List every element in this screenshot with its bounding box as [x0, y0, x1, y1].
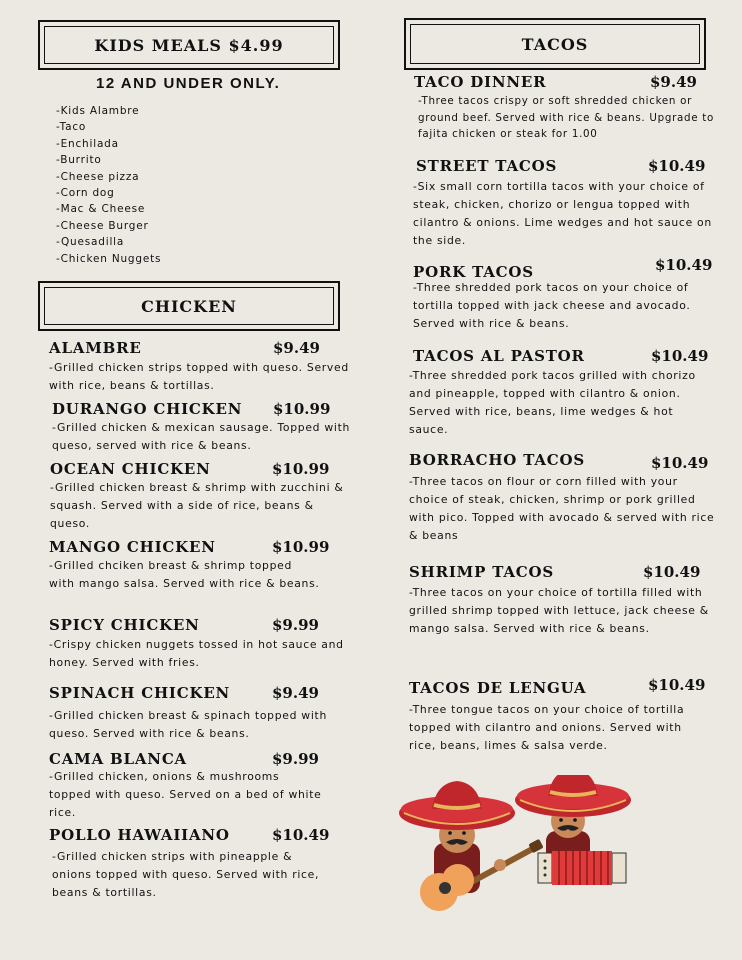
- item-price: $9.49: [273, 339, 320, 357]
- item-description: -Three tacos crispy or soft shredded chicken or ground beef. Served with rice & beans. Upgrade to fajita chicken or steak for 1.00: [418, 95, 715, 140]
- list-item: -Mac & Cheese: [56, 203, 146, 216]
- item-description: -Grilled chicken & mexican sausage. Topped with queso, served with rice & beans.: [52, 421, 351, 452]
- item-price: $10.99: [272, 460, 330, 478]
- kids-age-note: 12 AND UNDER ONLY.: [96, 75, 281, 92]
- item-name: POLLO HAWAIIANO: [49, 826, 230, 844]
- item-name: BORRACHO TACOS: [409, 451, 586, 469]
- item-name: TACOS DE LENGUA: [409, 679, 587, 697]
- kids-meals-list: [56, 103, 161, 267]
- kids-meals-title: KIDS MEALS $4.99: [44, 26, 334, 64]
- item-description: -Three shredded pork tacos on your choice of tortilla topped with jack cheese and avocado. Served with rice & beans.: [413, 281, 691, 330]
- list-item: -Quesadilla: [56, 236, 125, 249]
- item-description: -Three tacos on your choice of tortilla filled with grilled shrimp topped with lettuce, jack cheese & mango salsa. Served with rice & beans.: [409, 586, 709, 635]
- item-description: -Grilled chicken strips topped with queso. Served with rice, beans & tortillas.: [49, 361, 349, 392]
- item-description: -Grilled chicken strips with pineapple & onions topped with queso. Served with rice, beans & tortillas.: [52, 850, 320, 899]
- item-name: STREET TACOS: [416, 157, 558, 175]
- item-description: -Grilled chciken breast & shrimp topped with mango salsa. Served with rice & beans.: [49, 559, 320, 590]
- item-price: $10.49: [651, 454, 709, 472]
- list-item: -Cheese Burger: [56, 219, 149, 232]
- kids-meals-header: [38, 20, 340, 70]
- mariachi-musicians-icon: [396, 775, 646, 925]
- item-name: SPINACH CHICKEN: [49, 684, 231, 702]
- item-description: -Grilled chicken, onions & mushrooms topped with queso. Served on a bed of white rice.: [49, 770, 322, 819]
- item-name: DURANGO CHICKEN: [52, 400, 243, 418]
- list-item: -Burrito: [56, 154, 102, 167]
- list-item: -Enchilada: [56, 137, 119, 150]
- item-description: -Grilled chicken breast & spinach topped with queso. Served with rice & beans.: [49, 709, 328, 740]
- item-name: SHRIMP TACOS: [409, 563, 555, 581]
- tacos-header: [404, 18, 706, 70]
- list-item: -Cheese pizza: [56, 170, 140, 183]
- item-price: $10.99: [273, 400, 331, 418]
- item-name: OCEAN CHICKEN: [50, 460, 211, 478]
- tacos-title: TACOS: [410, 24, 700, 64]
- item-name: TACO DINNER: [414, 73, 547, 91]
- list-item: -Chicken Nuggets: [56, 252, 162, 265]
- item-price: $9.49: [272, 684, 319, 702]
- item-description: -Grilled chicken breast & shrimp with zucchini & squash. Served with a side of rice, beans & queso.: [50, 481, 344, 530]
- item-price: $10.49: [655, 256, 713, 274]
- item-description: -Three tongue tacos on your choice of tortilla topped with cilantro and onions. Served with rice, beans, limes & salsa verde.: [409, 703, 685, 752]
- item-name: SPICY CHICKEN: [49, 616, 200, 634]
- item-price: $10.49: [272, 826, 330, 844]
- item-price: $10.99: [272, 538, 330, 556]
- item-price: $10.49: [643, 563, 701, 581]
- item-name: PORK TACOS: [413, 263, 534, 281]
- item-description: -Three shredded pork tacos grilled with chorizo and pineapple, topped with cilantro & onion. Served with rice, beans, lime wedges & hot sauce.: [409, 369, 696, 436]
- item-name: TACOS AL PASTOR: [413, 347, 585, 365]
- item-description: -Crispy chicken nuggets tossed in hot sauce and honey. Served with fries.: [49, 638, 344, 669]
- item-price: $9.49: [650, 73, 697, 91]
- item-price: $9.99: [272, 750, 319, 768]
- item-price: $10.49: [648, 676, 706, 694]
- list-item: -Corn dog: [56, 187, 115, 200]
- item-price: $9.99: [272, 616, 319, 634]
- chicken-title: CHICKEN: [44, 287, 334, 325]
- item-name: MANGO CHICKEN: [49, 538, 216, 556]
- item-name: CAMA BLANCA: [49, 750, 187, 768]
- list-item: -Kids Alambre: [56, 105, 140, 117]
- item-description: -Six small corn tortilla tacos with your choice of steak, chicken, chorizo or lengua topped with cilantro & onions. Lime wedges and hot sauce on the side.: [413, 180, 712, 247]
- item-price: $10.49: [651, 347, 709, 365]
- item-name: ALAMBRE: [49, 339, 142, 357]
- item-description: -Three tacos on flour or corn filled with your choice of steak, chicken, shrimp or pork grilled with pico. Topped with avocado & served with rice & beans: [409, 475, 715, 542]
- chicken-header: [38, 281, 340, 331]
- list-item: -Taco: [56, 121, 87, 134]
- item-price: $10.49: [648, 157, 706, 175]
